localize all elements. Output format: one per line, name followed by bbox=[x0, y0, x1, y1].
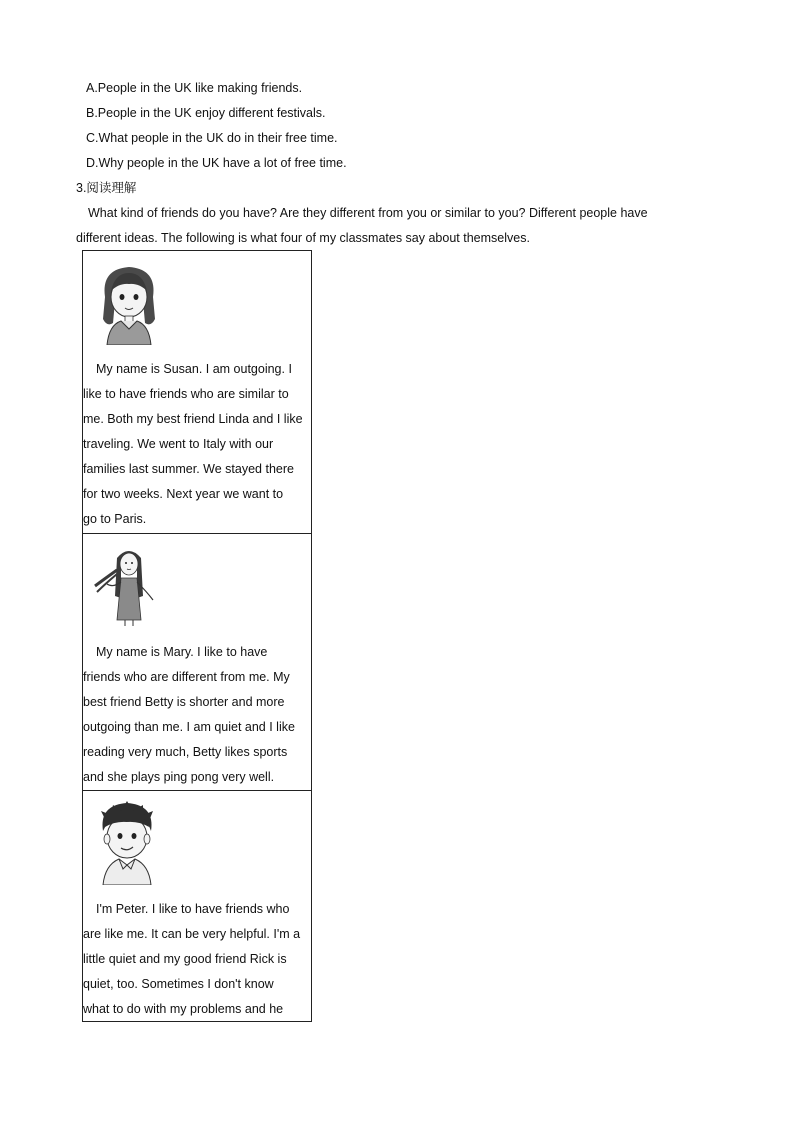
susan-line-7: go to Paris. bbox=[83, 512, 147, 526]
intro-line-1: What kind of friends do you have? Are they different from you or similar to you? Different people have bbox=[88, 206, 648, 220]
peter-line-2: are like me. It can be very helpful. I'm a bbox=[83, 927, 301, 941]
mary-line-4: outgoing than me. I am quiet and I like bbox=[83, 720, 295, 734]
boy-illustration bbox=[91, 797, 167, 885]
card-peter bbox=[83, 791, 311, 1021]
peter-line-4: quiet, too. Sometimes I don't know bbox=[83, 977, 274, 991]
option-c: C.What people in the UK do in their free time. bbox=[86, 131, 338, 145]
intro-line-2: different ideas. The following is what four of my classmates say about themselves. bbox=[76, 231, 530, 245]
susan-line-5: families last summer. We stayed there bbox=[83, 462, 294, 476]
mary-line-2: friends who are different from me. My bbox=[83, 670, 290, 684]
susan-line-6: for two weeks. Next year we want to bbox=[83, 487, 284, 501]
girl-long-hair-illustration bbox=[91, 540, 167, 628]
option-b: B.People in the UK enjoy different festivals. bbox=[86, 106, 326, 120]
susan-line-3: me. Both my best friend Linda and I like bbox=[83, 412, 303, 426]
card-susan bbox=[83, 251, 311, 534]
susan-line-4: traveling. We went to Italy with our bbox=[83, 437, 274, 451]
mary-line-6: and she plays ping pong very well. bbox=[83, 770, 275, 784]
question-number: 3.阅读理解 bbox=[76, 181, 137, 195]
susan-line-1: My name is Susan. I am outgoing. I bbox=[96, 362, 292, 376]
peter-line-1: I'm Peter. I like to have friends who bbox=[96, 902, 290, 916]
girl-short-hair-illustration bbox=[91, 257, 167, 345]
option-d: D.Why people in the UK have a lot of free time. bbox=[86, 156, 347, 170]
mary-line-5: reading very much, Betty likes sports bbox=[83, 745, 288, 759]
peter-line-5: what to do with my problems and he bbox=[83, 1002, 284, 1016]
option-a: A.People in the UK like making friends. bbox=[86, 81, 303, 95]
card-mary bbox=[83, 534, 311, 791]
classmates-table bbox=[82, 250, 312, 1022]
susan-line-2: like to have friends who are similar to bbox=[83, 387, 289, 401]
peter-line-3: little quiet and my good friend Rick is bbox=[83, 952, 287, 966]
mary-line-1: My name is Mary. I like to have bbox=[96, 645, 268, 659]
mary-line-3: best friend Betty is shorter and more bbox=[83, 695, 285, 709]
